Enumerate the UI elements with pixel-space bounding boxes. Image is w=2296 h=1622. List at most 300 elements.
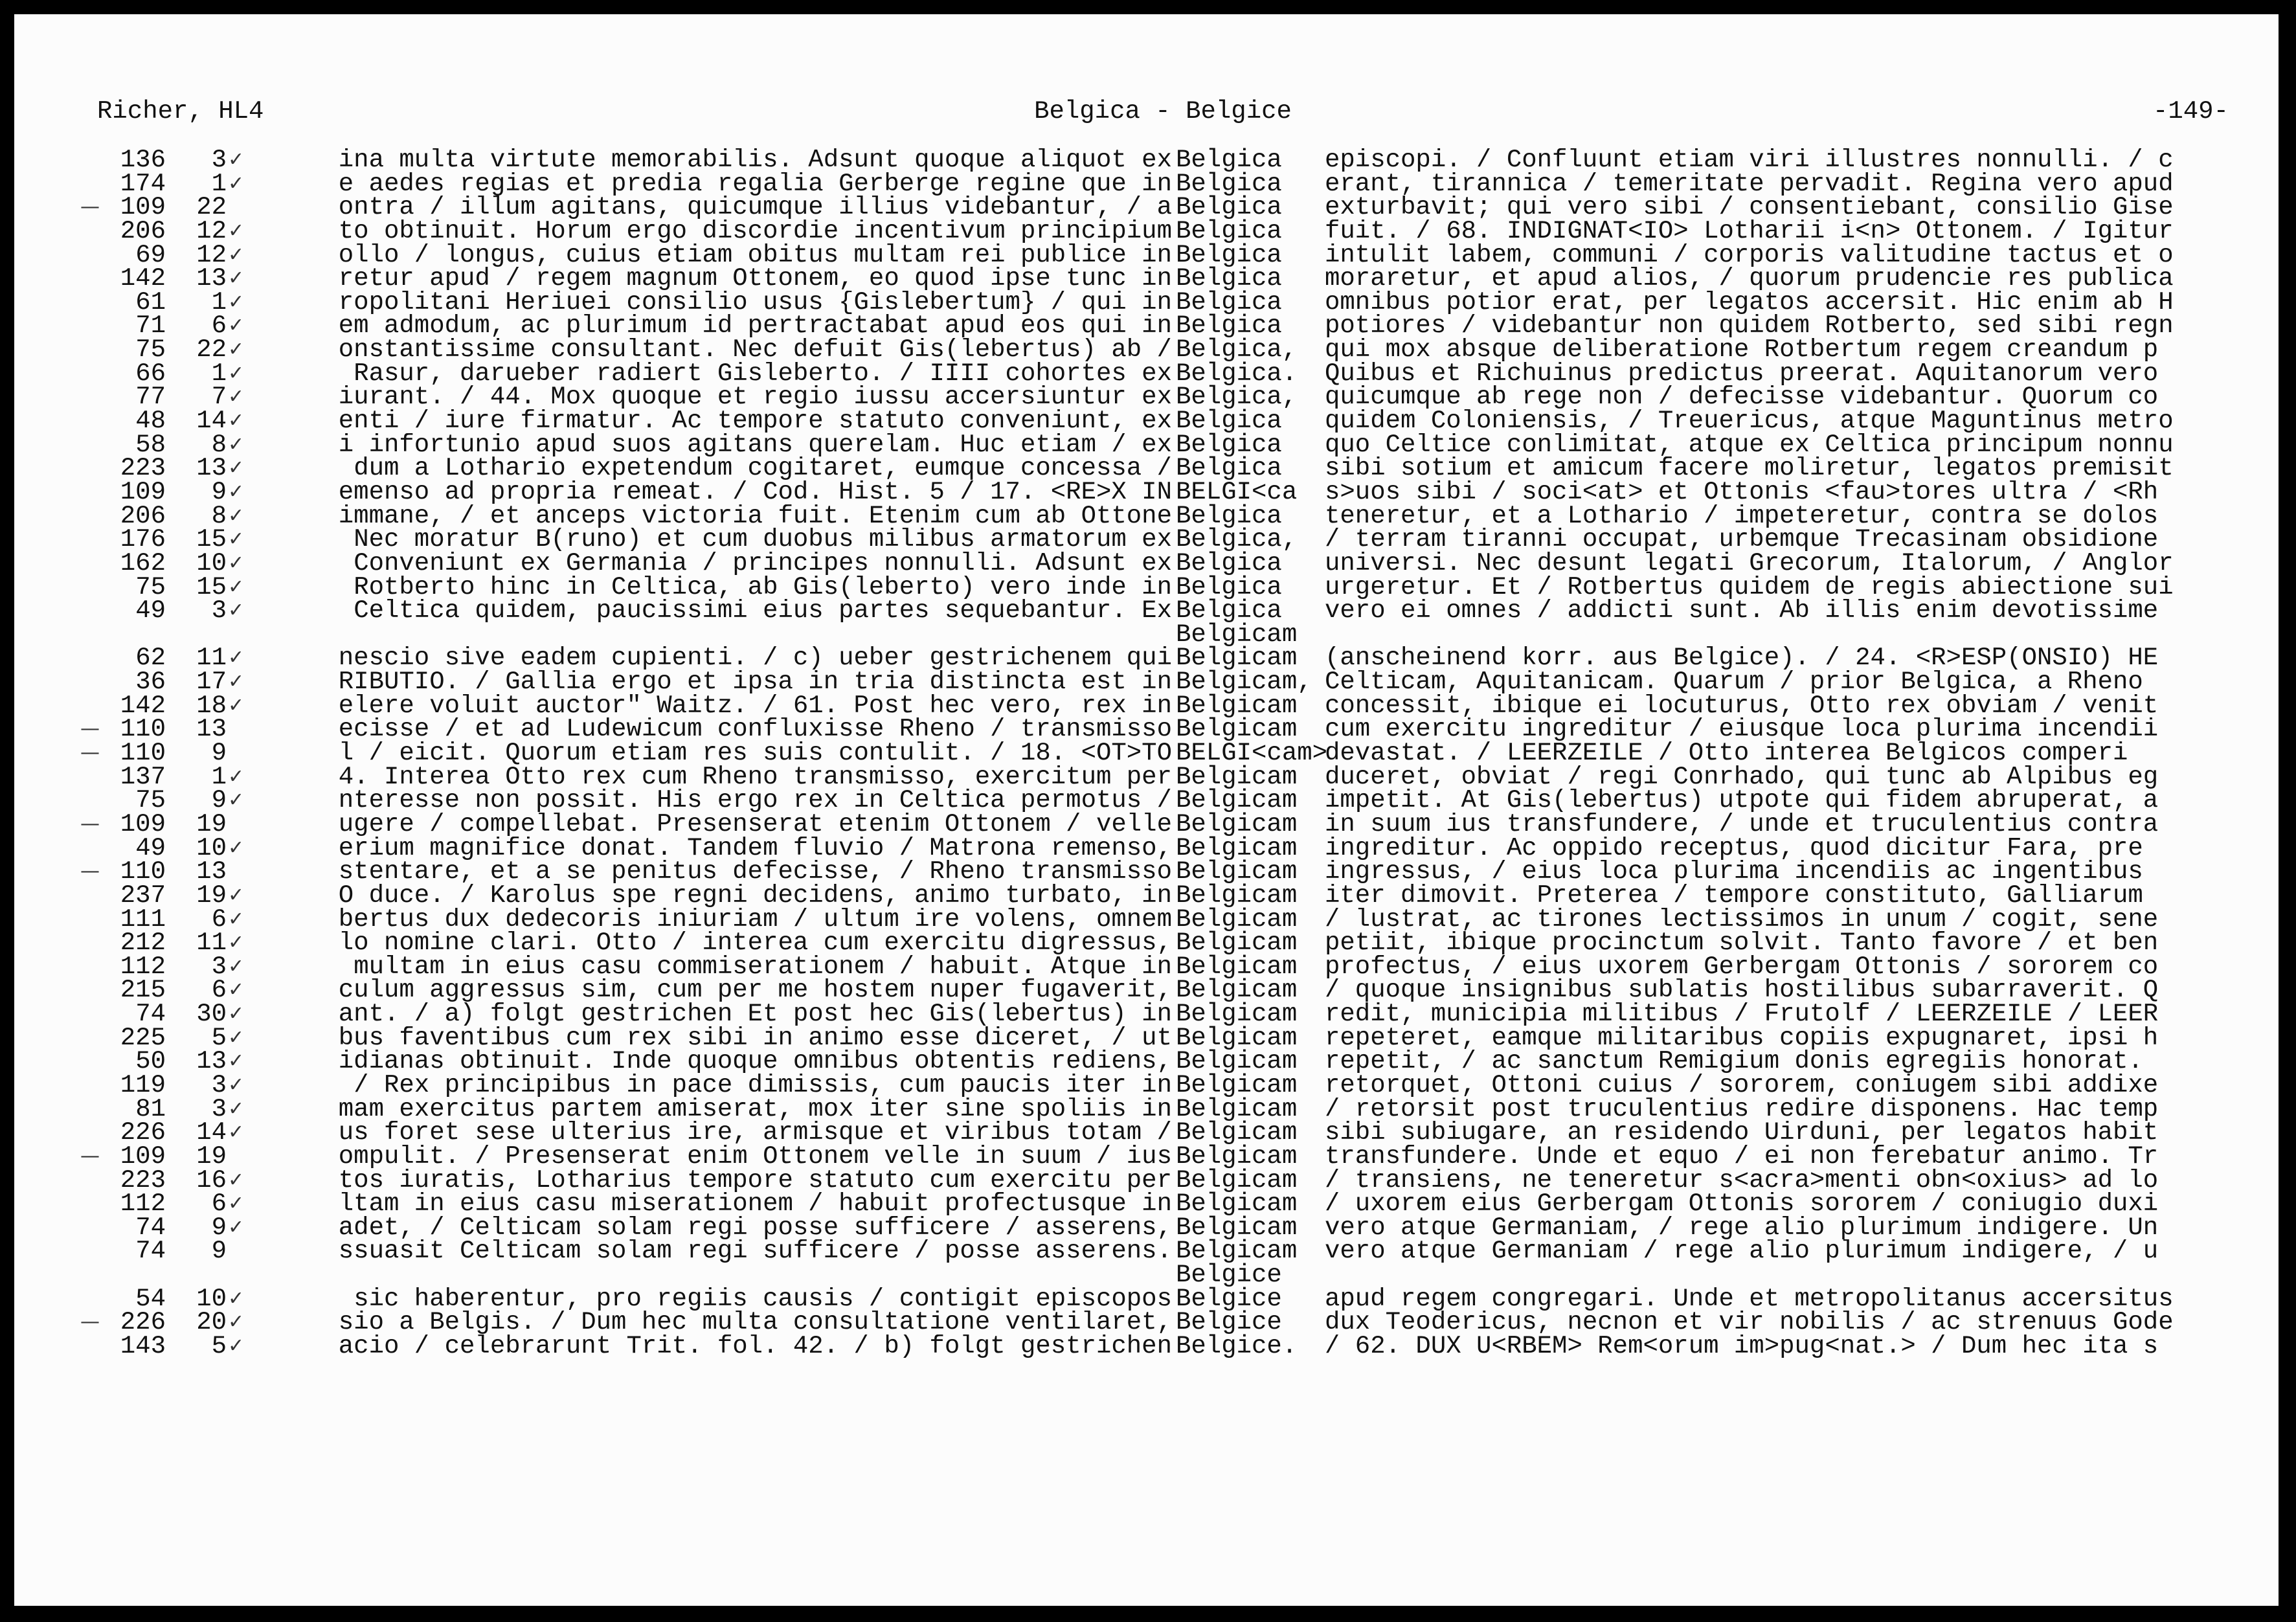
page-number: 136 xyxy=(120,146,166,174)
right-context: retorquet, Ottoni cuius / sororem, coniugem sibi addixe xyxy=(1325,1074,2159,1098)
check-mark: ✓ xyxy=(228,931,245,954)
concordance-row xyxy=(14,193,2279,222)
page-number: 109 xyxy=(120,809,166,839)
keyword: Belgicam xyxy=(1176,1000,1298,1029)
page-number: 225 xyxy=(120,1023,166,1052)
concordance-row xyxy=(14,833,2279,862)
keyword: Belgica xyxy=(1176,240,1282,269)
left-context: us foret sese ulterius ire, armisque et viribus totam / xyxy=(338,1121,1172,1145)
page-number: 49 xyxy=(135,833,166,862)
check-mark: ✓ xyxy=(228,1074,245,1096)
page-number: 75 xyxy=(135,572,166,602)
left-context: i infortunio apud suos agitans querelam. Huc etiam / ex xyxy=(338,433,1172,457)
left-context: l / eicit. Quorum etiam res suis contulit. / 18. <OT>TO xyxy=(338,741,1172,765)
check-mark: ✓ xyxy=(228,978,245,1002)
concordance-row xyxy=(14,430,2279,459)
left-context: ugere / compellebat. Presenserat etenim Ottonem / velle xyxy=(338,812,1172,837)
right-context: urgeretur. Et / Rotbertus quidem de regis abiectione sui xyxy=(1325,575,2174,600)
page-number: 111 xyxy=(120,905,166,934)
page-number: 176 xyxy=(120,525,166,554)
page-number: 62 xyxy=(135,644,166,673)
check-mark: ✓ xyxy=(228,338,245,361)
line-number: 9 xyxy=(211,739,227,768)
line-number: 10 xyxy=(196,548,227,578)
concordance-row xyxy=(14,1142,2279,1171)
check-mark: ✓ xyxy=(228,172,245,195)
line-number: 3 xyxy=(211,596,227,625)
margin-tick-mark: — xyxy=(80,196,100,219)
concordance-row xyxy=(14,1000,2279,1029)
right-context: apud regem congregari. Unde et metropolitanus accersitus xyxy=(1325,1287,2174,1311)
page-number: 174 xyxy=(120,169,166,198)
concordance-row xyxy=(14,1237,2279,1290)
left-context: culum aggressus sim, cum per me hostem nuper fugaverit, xyxy=(338,978,1172,1003)
line-number: 12 xyxy=(196,216,227,245)
check-mark: ✓ xyxy=(228,551,245,574)
keyword: Belgicam xyxy=(1176,1118,1298,1147)
right-context: vero atque Germaniam / rege alio plurimum indigere, / u xyxy=(1325,1239,2159,1264)
right-context: vero ei omnes / addicti sunt. Ab illis enim devotissime xyxy=(1325,599,2159,623)
concordance-row xyxy=(14,501,2279,530)
page-number: 215 xyxy=(120,976,166,1005)
page-number: 66 xyxy=(135,359,166,388)
keyword: Belgicam xyxy=(1176,644,1298,673)
concordance-row xyxy=(14,240,2279,269)
page-number: 48 xyxy=(135,407,166,436)
concordance-row xyxy=(14,148,2279,172)
page-number: 137 xyxy=(120,762,166,791)
right-context: vero atque Germaniam, / rege alio plurimum indigere. Un xyxy=(1325,1215,2159,1240)
keyword: Belgica xyxy=(1176,287,1282,317)
page-number: 237 xyxy=(120,881,166,910)
line-number: 5 xyxy=(211,1023,227,1052)
page-number: 36 xyxy=(135,668,166,697)
check-mark: ✓ xyxy=(228,693,245,717)
line-number: 9 xyxy=(211,1237,227,1266)
line-number: 19 xyxy=(196,881,227,910)
next-keyword-heading: Belgice xyxy=(1176,1261,1282,1290)
right-context: redit, municipia militibus / Frutolf / LEERZEILE / LEER xyxy=(1325,1002,2159,1026)
line-number: 6 xyxy=(211,311,227,341)
left-context: mam exercitus partem amiserat, mox iter sine spoliis in xyxy=(338,1097,1172,1121)
keyword: Belgicam xyxy=(1176,1189,1298,1219)
keyword: Belgica, xyxy=(1176,383,1298,412)
check-mark: ✓ xyxy=(228,599,245,622)
page-number: 142 xyxy=(120,264,166,293)
keyword: Belgica xyxy=(1176,407,1282,436)
left-context: nteresse non possit. His ergo rex in Celtica permotus / xyxy=(338,789,1172,813)
check-mark: ✓ xyxy=(228,1311,245,1334)
check-mark: ✓ xyxy=(228,243,245,266)
keyword: Belgica. xyxy=(1176,359,1298,388)
check-mark: ✓ xyxy=(228,1026,245,1049)
left-context: emenso ad propria remeat. / Cod. Hist. 5 / 17. <RE>X IN xyxy=(338,480,1172,504)
page-number: 109 xyxy=(120,477,166,506)
keyword: Belgica, xyxy=(1176,335,1298,365)
page-number: 110 xyxy=(120,857,166,886)
check-mark: ✓ xyxy=(228,385,245,409)
left-context: acio / celebrarunt Trit. fol. 42. / b) folgt gestrichen xyxy=(338,1335,1172,1358)
keyword: Belgica xyxy=(1176,311,1282,341)
keyword: Belgicam xyxy=(1176,809,1298,839)
document-page xyxy=(14,14,2279,1606)
page-number: 74 xyxy=(135,1213,166,1242)
concordance-row xyxy=(14,311,2279,341)
check-mark: ✓ xyxy=(228,361,245,385)
check-mark: ✓ xyxy=(228,765,245,788)
check-mark: ✓ xyxy=(228,504,245,527)
concordance-row xyxy=(14,739,2279,768)
right-context: cum exercitu ingreditur / eiusque loca plurima incendii xyxy=(1325,717,2159,742)
keyword: Belgica xyxy=(1176,193,1282,222)
check-mark: ✓ xyxy=(228,1287,245,1310)
concordance-row xyxy=(14,715,2279,744)
concordance-row xyxy=(14,407,2279,436)
right-context: duceret, obviat / regi Conrhado, qui tunc ab Alpibus eg xyxy=(1325,765,2159,789)
page-number: 110 xyxy=(120,715,166,744)
line-number: 9 xyxy=(211,786,227,815)
line-number: 19 xyxy=(196,809,227,839)
line-number: 18 xyxy=(196,691,227,720)
line-number: 6 xyxy=(211,1189,227,1219)
right-context: episcopi. / Confluunt etiam viri illustres nonnulli. / c xyxy=(1325,148,2174,172)
line-number: 30 xyxy=(196,1000,227,1029)
page-number: 226 xyxy=(120,1308,166,1337)
margin-tick-mark: — xyxy=(80,1144,100,1167)
right-context: s>uos sibi / soci<at> et Ottonis <fau>tores ultra / <Rh xyxy=(1325,480,2159,504)
right-context: exturbavit; qui vero sibi / consentiebant, consilio Gise xyxy=(1325,196,2174,220)
concordance-row xyxy=(14,1047,2279,1076)
right-context: potiores / videbantur non quidem Rotberto, sed sibi regn xyxy=(1325,314,2174,339)
concordance-row xyxy=(14,1071,2279,1099)
keyword: Belgica xyxy=(1176,430,1282,459)
line-number: 1 xyxy=(211,287,227,317)
keyword: Belgicam xyxy=(1176,905,1298,934)
left-context: immane, / et anceps victoria fuit. Etenim cum ab Ottone xyxy=(338,504,1172,528)
margin-tick-mark: — xyxy=(80,1311,100,1334)
line-number: 19 xyxy=(196,1142,227,1171)
keyword: Belgica xyxy=(1176,548,1282,578)
keyword: Belgicam xyxy=(1176,857,1298,886)
right-context: erant, tirannica / temeritate pervadit. Regina vero apud xyxy=(1325,172,2174,196)
page-number: 69 xyxy=(135,240,166,269)
right-context: ingressus, / eius loca plurima incendiis ac ingentibus xyxy=(1325,860,2143,884)
left-context: e aedes regias et predia regalia Gerberge regine que in xyxy=(338,172,1172,196)
left-context: nescio sive eadem cupienti. / c) ueber gestrichenem qui xyxy=(338,646,1172,671)
left-context: tos iuratis, Lotharius tempore statuto cum exercitu per xyxy=(338,1168,1172,1193)
right-context: / 62. DUX U<RBEM> Rem<orum im>pug<nat.> / Dum hec ita s xyxy=(1325,1335,2159,1358)
page-header xyxy=(97,96,2229,127)
left-context: Celtica quidem, paucissimi eius partes sequebantur. Ex xyxy=(354,599,1172,623)
right-context: / transiens, ne teneretur s<acra>menti obn<oxius> ad lo xyxy=(1325,1168,2159,1193)
concordance-row xyxy=(14,596,2279,649)
right-context: moraretur, et apud alios, / quorum prudencie res publica xyxy=(1325,267,2174,291)
keyword: Belgicam xyxy=(1176,1237,1298,1266)
keyword: Belgica xyxy=(1176,454,1282,483)
right-context: in suum ius transfundere, / unde et truculentius contra xyxy=(1325,812,2159,837)
keyword: Belgice xyxy=(1176,1308,1282,1337)
page-number: 61 xyxy=(135,287,166,317)
page-number: 142 xyxy=(120,691,166,720)
line-number: 1 xyxy=(211,169,227,198)
keyword: Belgicam xyxy=(1176,1166,1298,1195)
concordance-row xyxy=(14,762,2279,791)
right-context: sibi sotium et amicum facere moliretur, legatos premisit xyxy=(1325,456,2174,480)
right-context: / uxorem eius Gerbergam Ottonis sororem / coniugio duxi xyxy=(1325,1192,2159,1216)
concordance-row xyxy=(14,477,2279,506)
right-context: repetit, / ac sanctum Remigium donis egregiis honorat. xyxy=(1325,1050,2143,1074)
keyword: Belgicam xyxy=(1176,1047,1298,1076)
concordance-row xyxy=(14,1166,2279,1195)
left-context: lo nomine clari. Otto / interea cum exercitu digressus, xyxy=(338,931,1172,955)
keyword: Belgicam xyxy=(1176,691,1298,720)
keyword: Belgica xyxy=(1176,501,1282,530)
right-context: (anscheinend korr. aus Belgice). / 24. <R>ESP(ONSIO) HE xyxy=(1325,646,2159,671)
line-number: 10 xyxy=(196,1284,227,1313)
line-number: 13 xyxy=(196,715,227,744)
left-context: Rasur, darueber radiert Gisleberto. / IIII cohortes ex xyxy=(354,361,1172,386)
next-keyword-heading: Belgicam xyxy=(1176,620,1298,649)
left-context: / Rex principibus in pace dimissis, cum paucis iter in xyxy=(354,1074,1172,1098)
page-number: 50 xyxy=(135,1047,166,1076)
check-mark: ✓ xyxy=(228,267,245,290)
concordance-row xyxy=(14,1094,2279,1123)
concordance-row xyxy=(14,359,2279,388)
right-context: petiit, ibique procinctum solvit. Tanto favore / et ben xyxy=(1325,931,2159,955)
concordance-row xyxy=(14,525,2279,554)
left-context: O duce. / Karolus spe regni decidens, animo turbato, in xyxy=(338,883,1172,908)
left-context: sio a Belgis. / Dum hec multa consultatione ventilaret, xyxy=(338,1311,1172,1335)
concordance-row xyxy=(14,857,2279,886)
keyword: Belgica xyxy=(1176,264,1282,293)
keyword: Belgicam xyxy=(1176,952,1298,981)
right-context: fuit. / 68. INDIGNAT<IO> Lotharii i<n> Ottonem. / Igitur xyxy=(1325,219,2174,243)
left-context: ssuasit Celticam solam regi sufficere / posse asserens. xyxy=(338,1239,1172,1264)
keyword: Belgica xyxy=(1176,216,1282,245)
keyword: Belgica xyxy=(1176,146,1282,174)
concordance-row xyxy=(14,1023,2279,1052)
page-number: 206 xyxy=(120,216,166,245)
check-mark: ✓ xyxy=(228,907,245,930)
check-mark: ✓ xyxy=(228,1168,245,1191)
right-context: quo Celtice conlimitat, atque ex Celtica principum nonnu xyxy=(1325,433,2174,457)
line-number: 1 xyxy=(211,359,227,388)
check-mark: ✓ xyxy=(228,883,245,907)
margin-tick-mark: — xyxy=(80,741,100,765)
line-number: 15 xyxy=(196,525,227,554)
left-context: bus faventibus cum rex sibi in animo esse diceret, / ut xyxy=(338,1026,1172,1050)
check-mark: ✓ xyxy=(228,1050,245,1073)
check-mark: ✓ xyxy=(228,836,245,859)
line-number: 10 xyxy=(196,833,227,862)
check-mark: ✓ xyxy=(228,480,245,503)
keyword: Belgicam xyxy=(1176,762,1298,791)
margin-tick-mark: — xyxy=(80,812,100,835)
keyword: Belgica xyxy=(1176,169,1282,198)
line-number: 22 xyxy=(196,335,227,365)
page-number: 75 xyxy=(135,335,166,365)
line-number: 13 xyxy=(196,857,227,886)
page-number: 109 xyxy=(120,1142,166,1171)
concordance-row xyxy=(14,1284,2279,1313)
right-context: profectus, / eius uxorem Gerbergam Ottonis / sororem co xyxy=(1325,954,2159,979)
left-context: bertus dux dedecoris iniuriam / ultum ire volens, omnem xyxy=(338,907,1172,932)
page-number: 110 xyxy=(120,739,166,768)
concordance-row xyxy=(14,383,2279,412)
page-number: 143 xyxy=(120,1332,166,1361)
right-context: omnibus potior erat, per legatos accersit. Hic enim ab H xyxy=(1325,290,2174,315)
page-number: 162 xyxy=(120,548,166,578)
left-context: sic haberentur, pro regiis causis / contigit episcopos xyxy=(354,1287,1172,1311)
concordance-row xyxy=(14,952,2279,981)
keyword: Belgica xyxy=(1176,596,1282,625)
concordance-row xyxy=(14,1213,2279,1242)
right-context: qui mox absque deliberatione Rotbertum regem creandum p xyxy=(1325,338,2159,362)
concordance-row xyxy=(14,881,2279,910)
left-context: idianas obtinuit. Inde quoque omnibus obtentis rediens, xyxy=(338,1050,1172,1074)
left-context: 4. Interea Otto rex cum Rheno transmisso, exercitum per xyxy=(338,765,1172,789)
concordance-row xyxy=(14,976,2279,1005)
keyword: Belgicam xyxy=(1176,786,1298,815)
left-context: adet, / Celticam solam regi posse sufficere / asserens, xyxy=(338,1215,1172,1240)
line-number: 14 xyxy=(196,407,227,436)
check-mark: ✓ xyxy=(228,1215,245,1239)
check-mark: ✓ xyxy=(228,148,245,171)
line-number: 6 xyxy=(211,976,227,1005)
keyword: BELGI<ca xyxy=(1176,477,1298,506)
left-context: em admodum, ac plurimum id pertractabat apud eos qui in xyxy=(338,314,1172,339)
page-number: 74 xyxy=(135,1237,166,1266)
line-number: 3 xyxy=(211,1094,227,1123)
right-context: / retorsit post truculentius redire disponens. Hac temp xyxy=(1325,1097,2159,1121)
check-mark: ✓ xyxy=(228,789,245,812)
left-context: ollo / longus, cuius etiam obitus multam rei publice in xyxy=(338,243,1172,267)
concordance-row xyxy=(14,1189,2279,1219)
concordance-row xyxy=(14,572,2279,602)
page-number: 223 xyxy=(120,454,166,483)
concordance-row xyxy=(14,809,2279,839)
left-context: erium magnifice donat. Tandem fluvio / Matrona remenso, xyxy=(338,836,1172,861)
header-source: Richer, HL4 xyxy=(97,97,264,126)
line-number: 9 xyxy=(211,477,227,506)
right-context: ingreditur. Ac oppido receptus, quod dicitur Fara, pre xyxy=(1325,836,2143,861)
line-number: 8 xyxy=(211,430,227,459)
header-page-number: -149- xyxy=(2152,97,2229,126)
check-mark: ✓ xyxy=(228,646,245,670)
check-mark: ✓ xyxy=(228,314,245,337)
page-number: 206 xyxy=(120,501,166,530)
keyword: Belgica xyxy=(1176,572,1282,602)
check-mark: ✓ xyxy=(228,1121,245,1144)
right-context: devastat. / LEERZEILE / Otto interea Belgicos comperi xyxy=(1325,741,2128,765)
margin-tick-mark: — xyxy=(80,860,100,883)
check-mark: ✓ xyxy=(228,670,245,693)
left-context: ltam in eius casu miserationem / habuit profectusque in xyxy=(338,1192,1172,1216)
line-number: 6 xyxy=(211,905,227,934)
check-mark: ✓ xyxy=(228,575,245,598)
right-context: / terram tiranni occupat, urbemque Trecasinam obsidione xyxy=(1325,528,2159,552)
line-number: 7 xyxy=(211,383,227,412)
concordance-list xyxy=(14,146,2279,1361)
left-context: RIBUTIO. / Gallia ergo et ipsa in tria distincta est in xyxy=(338,670,1172,694)
page-number: 54 xyxy=(135,1284,166,1313)
right-context: concessit, ibique ei locuturus, Otto rex obviam / venit xyxy=(1325,693,2159,718)
keyword: Belgicam xyxy=(1176,1023,1298,1052)
line-number: 11 xyxy=(196,929,227,958)
line-number: 16 xyxy=(196,1166,227,1195)
page-number: 119 xyxy=(120,1071,166,1099)
left-context: to obtinuit. Horum ergo discordie incentivum principium xyxy=(338,219,1172,243)
page-number: 77 xyxy=(135,383,166,412)
line-number: 3 xyxy=(211,146,227,174)
line-number: 15 xyxy=(196,572,227,602)
right-context: universi. Nec desunt legati Grecorum, Italorum, / Anglor xyxy=(1325,551,2174,576)
page-number: 223 xyxy=(120,1166,166,1195)
line-number: 20 xyxy=(196,1308,227,1337)
line-number: 22 xyxy=(196,193,227,222)
check-mark: ✓ xyxy=(228,954,245,978)
line-number: 11 xyxy=(196,644,227,673)
left-context: onstantissime consultant. Nec defuit Gis(lebertus) ab / xyxy=(338,338,1172,362)
concordance-row xyxy=(14,287,2279,317)
keyword: Belgicam xyxy=(1176,1213,1298,1242)
concordance-row xyxy=(14,169,2279,198)
right-context: quicumque ab rege non / defecisse videbantur. Quorum co xyxy=(1325,385,2159,410)
right-context: / quoque insignibus sublatis hostilibus subarraverit. Q xyxy=(1325,978,2159,1003)
keyword: Belgicam xyxy=(1176,833,1298,862)
keyword: Belgicam xyxy=(1176,1071,1298,1099)
page-number: 49 xyxy=(135,596,166,625)
line-number: 13 xyxy=(196,1047,227,1076)
check-mark: ✓ xyxy=(228,1192,245,1215)
right-context: impetit. At Gis(lebertus) utpote qui fidem abruperat, a xyxy=(1325,789,2159,813)
right-context: iter dimovit. Preterea / tempore constituto, Galliarum xyxy=(1325,883,2143,908)
line-number: 17 xyxy=(196,668,227,697)
left-context: ant. / a) folgt gestrichen Et post hec Gis(lebertus) in xyxy=(338,1002,1172,1026)
keyword: Belgicam xyxy=(1176,1142,1298,1171)
concordance-row xyxy=(14,454,2279,483)
margin-tick-mark: — xyxy=(80,717,100,741)
keyword: Belgica, xyxy=(1176,525,1298,554)
concordance-row xyxy=(14,548,2279,578)
left-context: ecisse / et ad Ludewicum confluxisse Rheno / transmisso xyxy=(338,717,1172,742)
page-number: 226 xyxy=(120,1118,166,1147)
line-number: 5 xyxy=(211,1332,227,1361)
left-context: dum a Lothario expetendum cogitaret, eumque concessa / xyxy=(354,456,1172,480)
check-mark: ✓ xyxy=(228,1097,245,1120)
right-context: Celticam, Aquitanicam. Quarum / prior Belgica, a Rheno xyxy=(1325,670,2143,694)
line-number: 13 xyxy=(196,264,227,293)
concordance-row xyxy=(14,1332,2279,1361)
keyword: Belgicam xyxy=(1176,881,1298,910)
keyword: BELGI<cam> xyxy=(1176,739,1328,768)
page-number: 112 xyxy=(120,1189,166,1219)
right-context: / lustrat, ac tirones lectissimos in unum / cogit, sene xyxy=(1325,907,2159,932)
concordance-row xyxy=(14,216,2279,245)
check-mark: ✓ xyxy=(228,528,245,551)
concordance-row xyxy=(14,786,2279,815)
right-context: intulit labem, communi / corporis valitudine tactus et o xyxy=(1325,243,2174,267)
right-context: repeteret, eamque militaribus copiis expugnaret, ipsi h xyxy=(1325,1026,2159,1050)
check-mark: ✓ xyxy=(228,456,245,480)
keyword: Belgicam xyxy=(1176,715,1298,744)
check-mark: ✓ xyxy=(228,1002,245,1026)
concordance-row xyxy=(14,691,2279,720)
keyword: Belgicam xyxy=(1176,976,1298,1005)
right-context: sibi subiugare, an residendo Uirduni, per legatos habit xyxy=(1325,1121,2159,1145)
left-context: Conveniunt ex Germania / principes nonnulli. Adsunt ex xyxy=(354,551,1172,576)
page-number: 212 xyxy=(120,929,166,958)
